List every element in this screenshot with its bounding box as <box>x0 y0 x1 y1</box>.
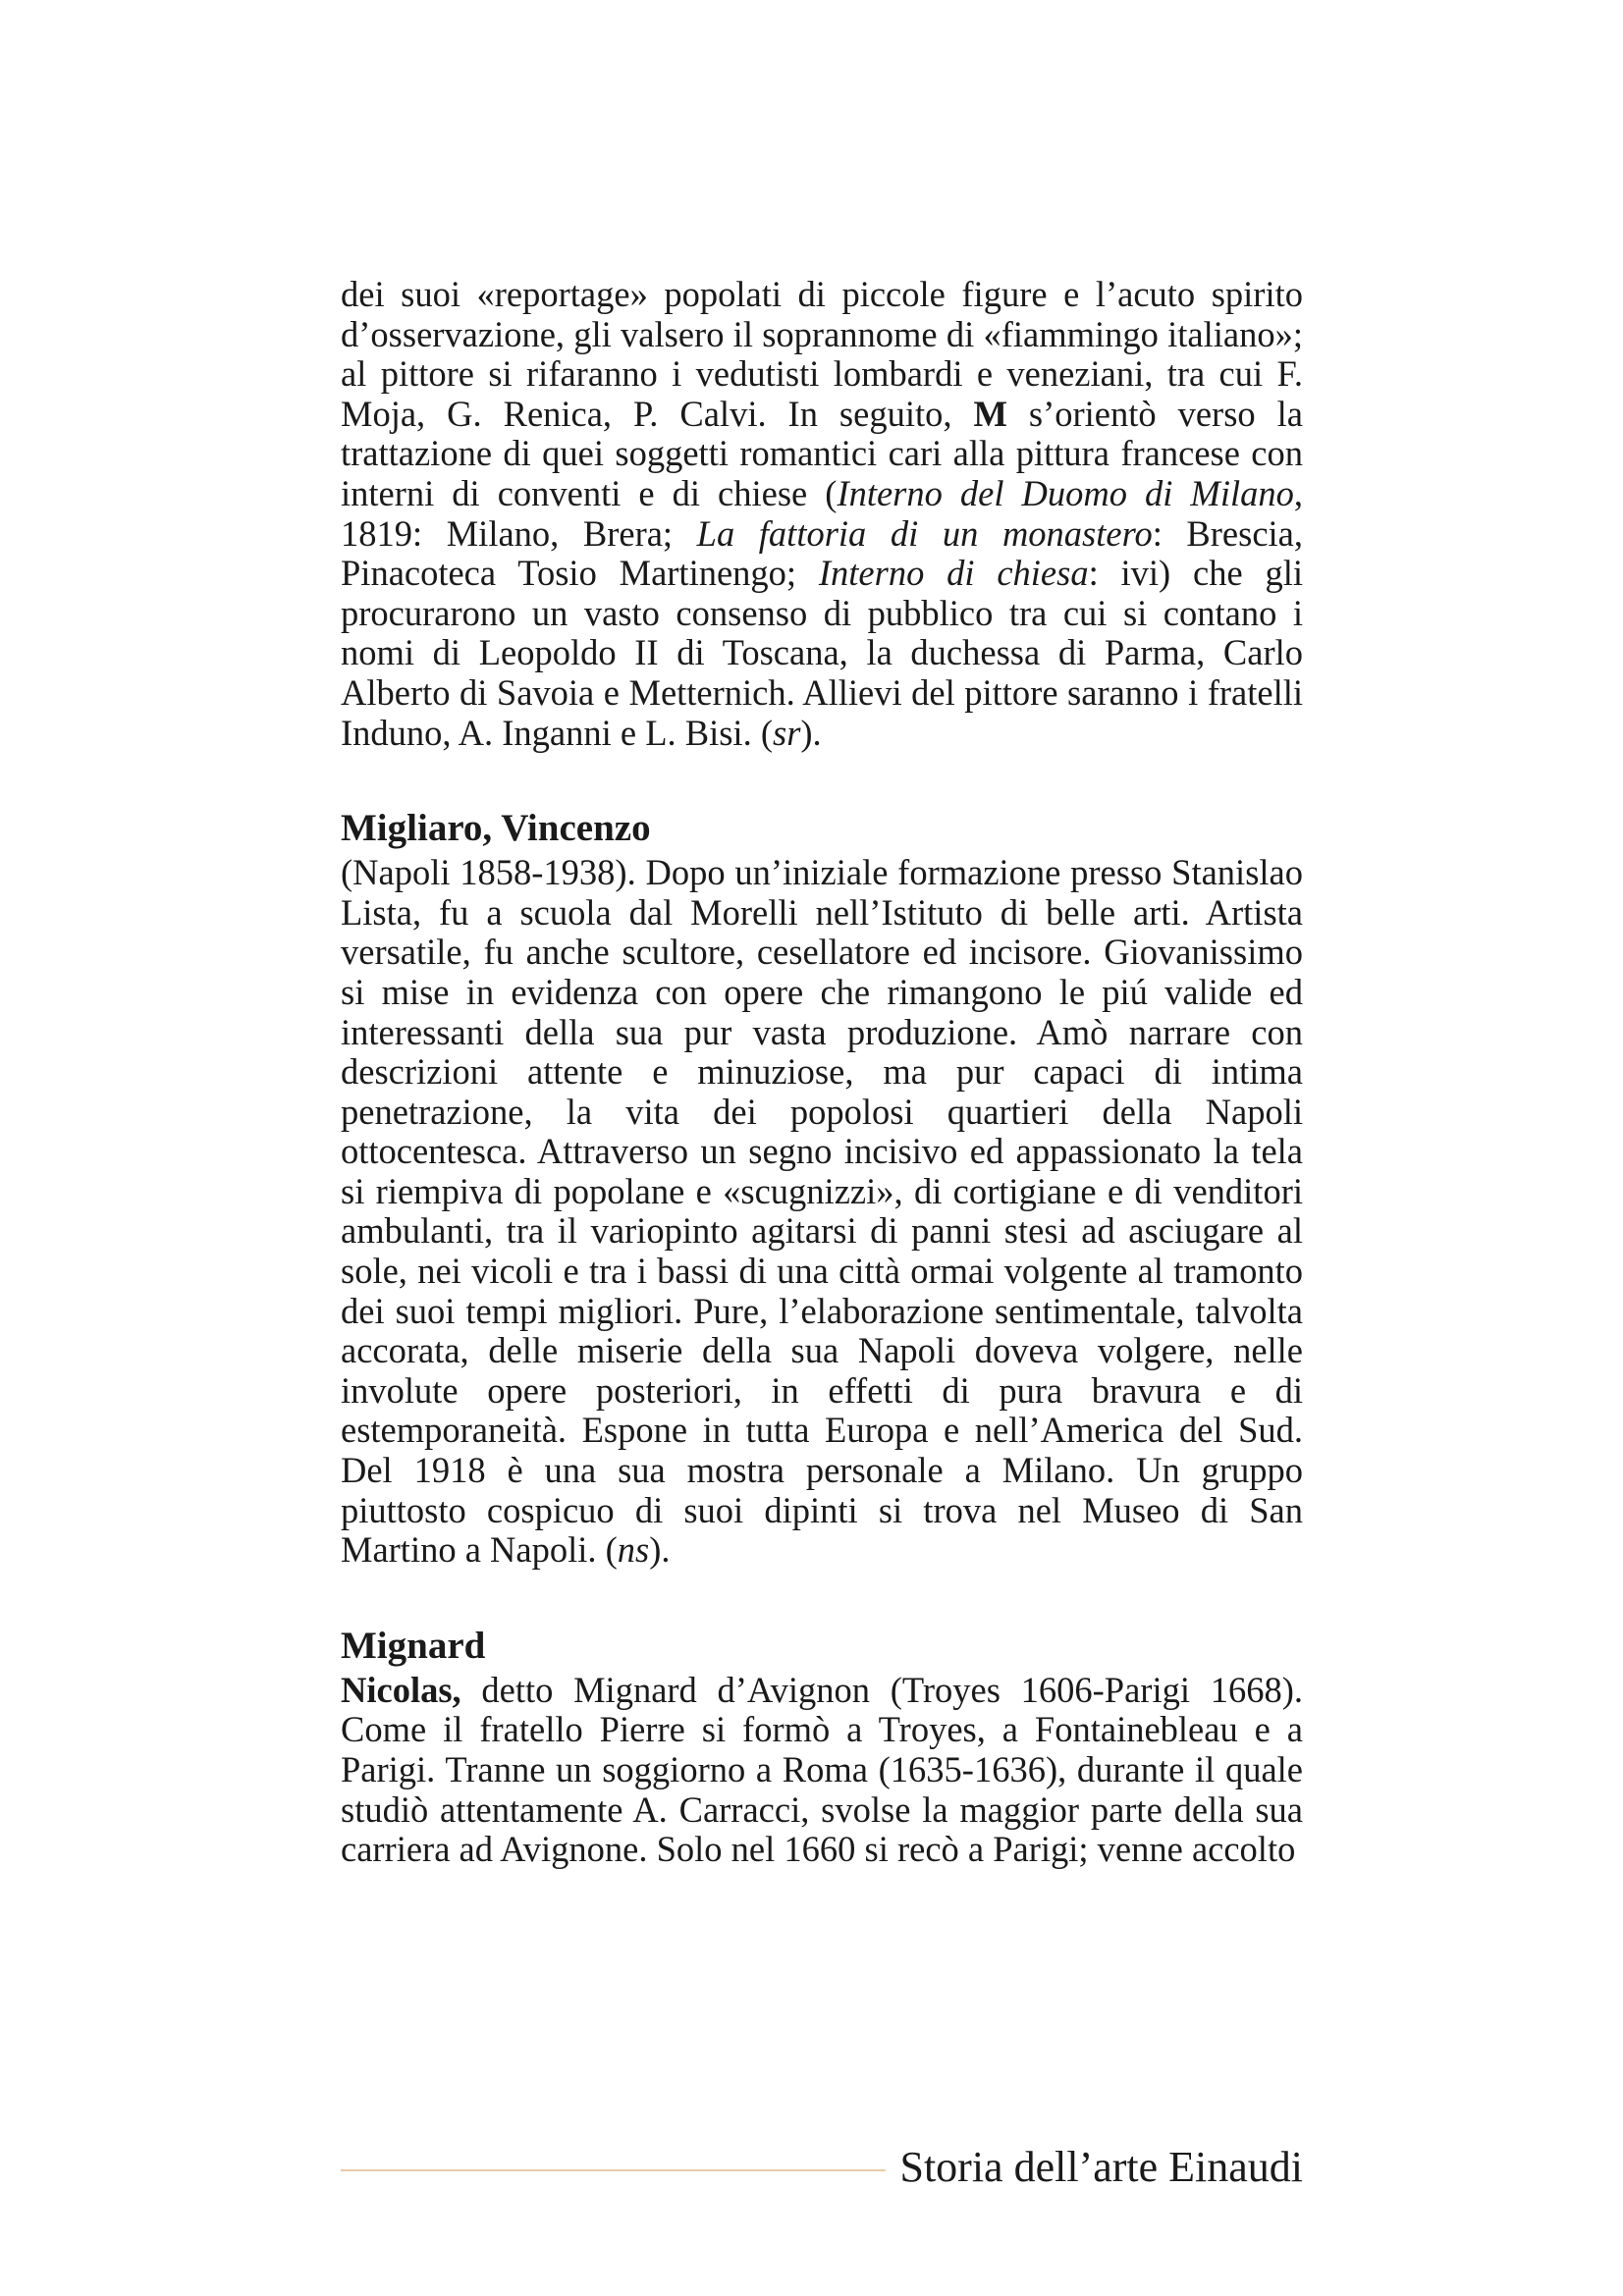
entry-initial: M <box>973 393 1007 434</box>
intro-paragraph <box>341 275 1303 753</box>
entry-body-mignard <box>341 1671 1303 1870</box>
intro-text: , 1819: Milano, Brera; <box>341 472 1303 554</box>
entry-heading-mignard: Mignard <box>341 1624 486 1667</box>
page-body <box>341 275 1303 1870</box>
intro-text: dei suoi «reportage» popolati di piccole figure e l’acuto spirito d’osservazione, gli valsero il soprannome di «fiammingo italiano»; al pittore si rifaranno i vedutisti lombardi e veneziani, tra cui F. Moja, G. Renica, P. Calvi. In seguito, <box>341 274 1303 434</box>
subentry-name: Nicolas, <box>341 1669 461 1710</box>
intro-text: ). <box>800 712 822 753</box>
intro-text: s’orientò verso la trattazione di quei soggetti romantici cari alla pittura francese con interni di conventi e di chiese ( <box>341 393 1303 513</box>
entry-heading-migliaro: Migliaro, Vincenzo <box>341 807 651 850</box>
intro-text: : Brescia, Pinacoteca Tosio Martinengo; <box>341 512 1303 594</box>
work-title: La fattoria di un monastero <box>696 512 1153 554</box>
work-title: Interno del Duomo di Milano <box>837 472 1294 513</box>
footer-rule <box>341 2169 886 2171</box>
author-initials: ns <box>617 1529 650 1571</box>
entry-body-migliaro <box>341 853 1303 1571</box>
footer-publisher: Storia dell’arte Einaudi <box>899 2143 1303 2191</box>
work-title: Interno di chiesa <box>818 553 1089 594</box>
page-footer <box>341 2138 1303 2197</box>
author-initials: sr <box>772 712 801 753</box>
entry-text: ). <box>649 1529 671 1571</box>
entry-text: detto Mignard d’Avignon (Troyes 1606-Parigi 1668). Come il fratello Pierre si formò a Troyes, a Fontainebleau e a Parigi. Tranne un soggiorno a Roma (1635-1636), durante il quale studiò attentamente A. Carracci, svolse la maggior parte della sua carriera ad Avignone. Solo nel 1660 si recò a Parigi; venne accolto <box>341 1669 1303 1870</box>
entry-text: (Napoli 1858-1938). Dopo un’iniziale formazione presso Stanislao Lista, fu a scuola dal Morelli nell’Istituto di belle arti. Artista versatile, fu anche scultore, cesellatore ed incisore. Giovanissimo si mise in evidenza con opere che rimangono le piú valide ed interessanti della sua pur vasta produzione. Amò narrare con descrizioni attente e minuziose, ma pur capaci di intima penetrazione, la vita dei popolosi quartieri della Napoli ottocentesca. Attraverso un segno incisivo ed appassionato la tela si riempiva di popolane e «scugnizzi», di cortigiane e di venditori ambulanti, tra il variopinto agitarsi di panni stesi ad asciugare al sole, nei vicoli e tra i bassi di una città ormai volgente al tramonto dei suoi tempi migliori. Pure, l’elaborazione sentimentale, talvolta accorata, delle miserie della sua Napoli doveva volgere, nelle involute opere posteriori, in effetti di pura bravura e di estemporaneità. Espone in tutta Europa e nell’America del Sud. Del 1918 è una sua mostra personale a Milano. Un gruppo piuttosto cospicuo di suoi dipinti si trova nel Museo di San Martino a Napoli. ( <box>341 852 1303 1571</box>
intro-text: : ivi) che gli procurarono un vasto consenso di pubblico tra cui si contano i nomi di Leopoldo II di Toscana, la duchessa di Parma, Carlo Alberto di Savoia e Metternich. Allievi del pittore saranno i fratelli Induno, A. Inganni e L. Bisi. ( <box>341 553 1304 753</box>
